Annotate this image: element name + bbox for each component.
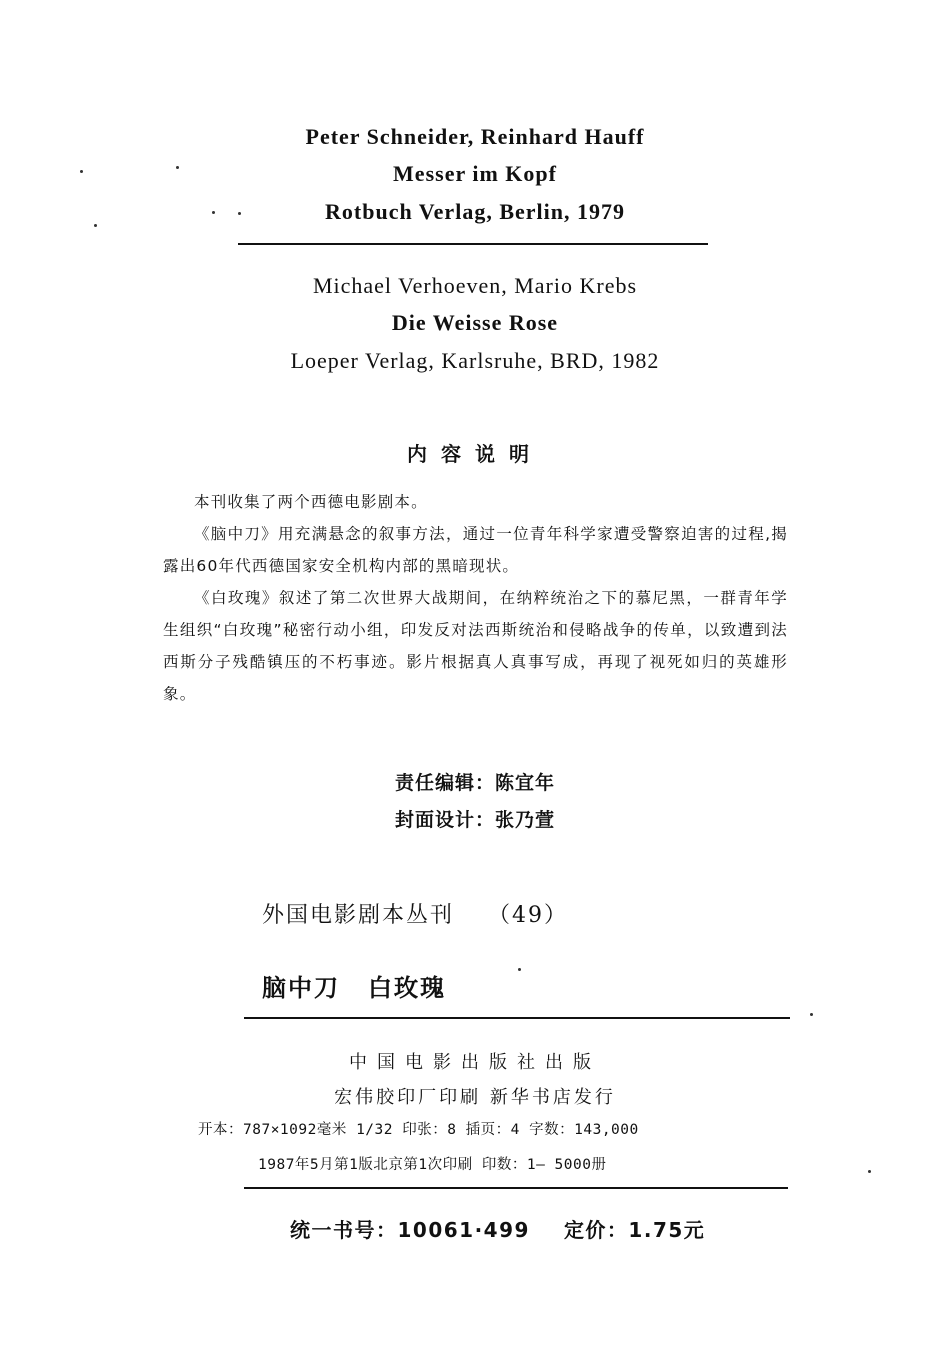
series-line [262, 898, 568, 929]
book-title-2: 白玫瑰 [368, 974, 446, 1002]
series-name: 外国电影剧本丛刊 [262, 903, 455, 928]
series-number: （49） [488, 903, 569, 928]
work-2-title: Die Weisse Rose [391, 310, 559, 335]
book-title-1: 脑中刀 [262, 974, 340, 1002]
scan-speckle [238, 212, 241, 215]
pricing-line [290, 1214, 705, 1243]
description-body [163, 486, 788, 710]
divider-title [244, 1017, 790, 1019]
work-2-authors: Michael Verhoeven, Mario Krebs [312, 273, 638, 298]
work-2-publisher: Loeper Verlag, Karlsruhe, BRD, 1982 [290, 348, 660, 373]
work-1-publisher: Rotbuch Verlag, Berlin, 1979 [325, 199, 625, 224]
divider-imprint [244, 1187, 788, 1189]
description-paragraph-2: 《脑中刀》用充满悬念的叙事方法，通过一位青年科学家遭受警察迫害的过程,揭露出60年代西德国家安全机构内部的黑暗现状。 [163, 525, 788, 575]
editor-credit: 责任编辑：陈宜年 [394, 772, 555, 794]
imprint-specs: 开本：787×1092毫米 1/32 印张：8 插页：4 字数：143,000 [198, 1122, 639, 1138]
scan-speckle [810, 1013, 813, 1016]
work-1-authors: Peter Schneider, Reinhard Hauff [305, 124, 645, 149]
description-paragraph-1: 本刊收集了两个西德电影剧本。 [194, 493, 428, 511]
cover-design-credit: 封面设计：张乃萱 [394, 809, 555, 831]
imprint-printer-distributor: 宏伟胶印厂印刷 新华书店发行 [334, 1087, 616, 1108]
price: 定价：1.75元 [563, 1218, 706, 1242]
work-1-title: Messer im Kopf [393, 161, 557, 186]
scan-speckle [868, 1170, 871, 1173]
scan-speckle [518, 968, 521, 971]
book-title [262, 968, 446, 1003]
divider-works [238, 243, 708, 245]
scan-speckle [94, 224, 97, 227]
imprint-edition: 1987年5月第1版北京第1次印刷 印数：1— 5000册 [258, 1157, 607, 1173]
description-heading: 内容说明 [407, 442, 543, 466]
scan-speckle [212, 211, 215, 214]
description-paragraph-3: 《白玫瑰》叙述了第二次世界大战期间，在纳粹统治之下的慕尼黑，一群青年学生组织“白玫瑰”秘密行动小组，印发反对法西斯统治和侵略战争的传单，以致遭到法西斯分子残酷镇压的不朽事迹。影片根据真人真事写成，再现了视死如归的英雄形象。 [163, 589, 788, 703]
scan-speckle [80, 170, 83, 173]
book-number: 统一书号：10061·499 [290, 1218, 530, 1242]
imprint-publisher: 中国电影出版社出版 [349, 1052, 601, 1073]
scan-speckle [176, 166, 179, 169]
